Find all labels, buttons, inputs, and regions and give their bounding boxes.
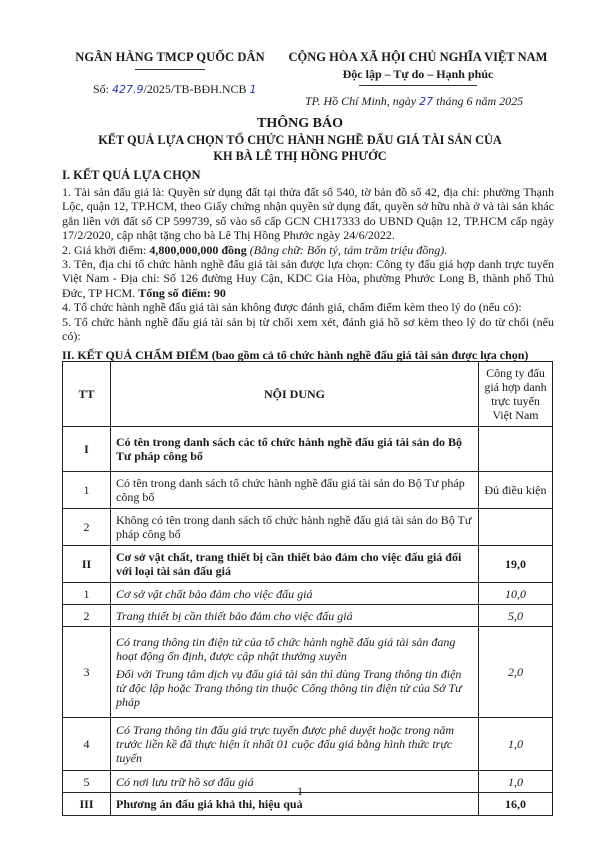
- table-row: [63, 718, 553, 771]
- table-row: [63, 583, 553, 605]
- row-content-part1: Có trang thông tin điện tử của tổ chức hành nghề đấu giá tài sản đang hoạt động ổn định, được cập nhật thường xuyên: [116, 635, 456, 663]
- price-words: (Bằng chữ: Bốn tỷ, tám trăm triệu đồng).: [246, 242, 448, 257]
- national-heading: [268, 50, 568, 86]
- row-content: Có tên trong danh sách các tổ chức hành nghề đấu giá tài sản do Bộ Tư pháp công bố: [111, 427, 479, 472]
- row-tt: 2: [63, 605, 111, 627]
- nation-name: CỘNG HÒA XÃ HỘI CHỦ NGHĨA VIỆT NAM: [288, 50, 548, 64]
- para-organization: [62, 257, 554, 300]
- para-asset: 1. Tài sản đấu giá là: Quyền sử dụng đất tại thửa đất số 540, tờ bản đồ số 42, địa chỉ: phường Thạnh Lộc, quận 12, TP.HCM, theo Giấy chứng nhận quyền sử dụng đất, quyền sở hữu nhà ở và tài sản khác gắn liền với đất số CP 599739, số vào sổ cấp GCN CH17333 do UBND Quận 12, TP.HCM cấp ngày 17/2/2020, cập nhật tặng cho bà Lê Thị Hồng Phước ngày 24/6/2022.: [62, 185, 554, 243]
- row-score: 5,0: [479, 605, 553, 627]
- bank-underline: [135, 69, 205, 70]
- row-content: Có nơi lưu trữ hồ sơ đấu giá: [111, 771, 479, 793]
- row-content-part2: Đối với Trung tâm dịch vụ đấu giá tài sản thì dùng Trang thông tin điện tử độc lập hoặc Trang thông tin thuộc Cổng thông tin điện tử của Sở Tư pháp: [116, 667, 462, 709]
- table-row: [63, 627, 553, 718]
- place-date-a: TP. Hồ Chí Minh, ngày: [305, 94, 417, 108]
- row-tt: 5: [63, 771, 111, 793]
- section1-heading: I. KẾT QUẢ LỰA CHỌN: [62, 168, 201, 182]
- row-tt: 1: [63, 472, 111, 509]
- col-org-header: Công ty đấu giá hợp danh trực tuyến Việt Nam: [479, 362, 553, 427]
- motto-underline: [359, 85, 477, 86]
- para-price: [62, 243, 554, 257]
- place-day-handwritten: 27: [419, 95, 434, 108]
- table-header-row: [63, 362, 553, 427]
- place-date: [305, 94, 523, 109]
- document-number: [93, 82, 257, 97]
- doc-no-code: /2025/TB-BĐH.NCB: [143, 82, 247, 96]
- issuer-block: [60, 50, 280, 70]
- col-content-header: NỘI DUNG: [111, 362, 479, 427]
- row-score: Đủ điều kiện: [479, 472, 553, 509]
- total-score: Tổng số điểm: 90: [138, 285, 226, 300]
- bank-name: NGÂN HÀNG TMCP QUỐC DÂN: [75, 50, 265, 64]
- doc-no-handwritten-suffix: 1: [249, 83, 257, 96]
- row-content: [111, 627, 479, 718]
- row-score: 1,0: [479, 718, 553, 771]
- table-row: [63, 509, 553, 546]
- table-row: [63, 427, 553, 472]
- table-row: [63, 472, 553, 509]
- row-tt: 3: [63, 627, 111, 718]
- row-tt: II: [63, 546, 111, 583]
- row-tt: I: [63, 427, 111, 472]
- row-content: Có tên trong danh sách tổ chức hành nghề đấu giá tài sản do Bộ Tư pháp công bố: [111, 472, 479, 509]
- row-tt: III: [63, 793, 111, 816]
- table-row: [63, 605, 553, 627]
- para-rejected: 5. Tổ chức hành nghề đấu giá tài sản bị từ chối xem xét, đánh giá hồ sơ kèm theo lý do từ chối (nếu có):: [62, 314, 554, 344]
- row-score: [479, 427, 553, 472]
- row-content: Không có tên trong danh sách tổ chức hành nghề đấu giá tài sản do Bộ Tư pháp công bố: [111, 509, 479, 546]
- row-score: 1,0: [479, 771, 553, 793]
- col-tt-header: TT: [63, 362, 111, 427]
- row-score: 16,0: [479, 793, 553, 816]
- row-score: [479, 509, 553, 546]
- para-not-evaluated: 4. Tổ chức hành nghề đấu giá tài sản không được đánh giá, chấm điểm kèm theo lý do (nếu có):: [62, 300, 522, 315]
- price-label: 2. Giá khởi điểm:: [62, 242, 150, 257]
- doc-title: THÔNG BÁO: [257, 116, 343, 131]
- section1-body: [62, 185, 554, 343]
- row-score: 2,0: [479, 627, 553, 718]
- row-content: Cơ sở vật chất bảo đảm cho việc đấu giá: [111, 583, 479, 605]
- row-score: 19,0: [479, 546, 553, 583]
- scoring-table: [62, 361, 553, 816]
- table-row: [63, 546, 553, 583]
- doc-subtitle-line2: KH BÀ LÊ THỊ HỒNG PHƯỚC: [213, 149, 387, 163]
- place-date-b: tháng 6 năm 2025: [436, 94, 524, 108]
- org-text: 3. Tên, địa chỉ tổ chức hành nghề đấu giá tài sản được lựa chọn: Công ty đấu giá hợp danh trực tuyến Việt Nam - Địa chỉ: Số 126 đường Huy Cận, KDC Gia Hòa, phường Phước Long B, thành phố Thủ Đức, TP HCM.: [62, 257, 554, 300]
- doc-no-prefix: Số:: [93, 82, 110, 96]
- page-number: 1: [297, 784, 303, 798]
- row-tt: 2: [63, 509, 111, 546]
- row-score: 10,0: [479, 583, 553, 605]
- row-content: Trang thiết bị cần thiết bảo đảm cho việc đấu giá: [111, 605, 479, 627]
- row-content: Có Trang thông tin đấu giá trực tuyến được phê duyệt hoặc trong năm trước liền kề đã thực hiện ít nhất 01 cuộc đấu giá bằng hình thức trực tuyến: [111, 718, 479, 771]
- doc-no-handwritten: 427.9: [112, 83, 144, 96]
- price-value: 4,800,000,000 đồng: [149, 242, 247, 257]
- row-content: Cơ sở vật chất, trang thiết bị cần thiết bảo đảm cho việc đấu giá đối với loại tài sản đấu giá: [111, 546, 479, 583]
- motto: Độc lập – Tự do – Hạnh phúc: [342, 67, 494, 81]
- doc-subtitle-line1: KẾT QUẢ LỰA CHỌN TỔ CHỨC HÀNH NGHỀ ĐẤU GIÁ TÀI SẢN CỦA: [98, 133, 502, 147]
- row-tt: 4: [63, 718, 111, 771]
- row-tt: 1: [63, 583, 111, 605]
- section2-heading: II. KẾT QUẢ CHẤM ĐIỂM (bao gồm cả tổ chức hành nghề đấu giá tài sản được lựa chọn): [62, 348, 529, 362]
- row-content: Phương án đấu giá khả thi, hiệu quả: [111, 793, 479, 816]
